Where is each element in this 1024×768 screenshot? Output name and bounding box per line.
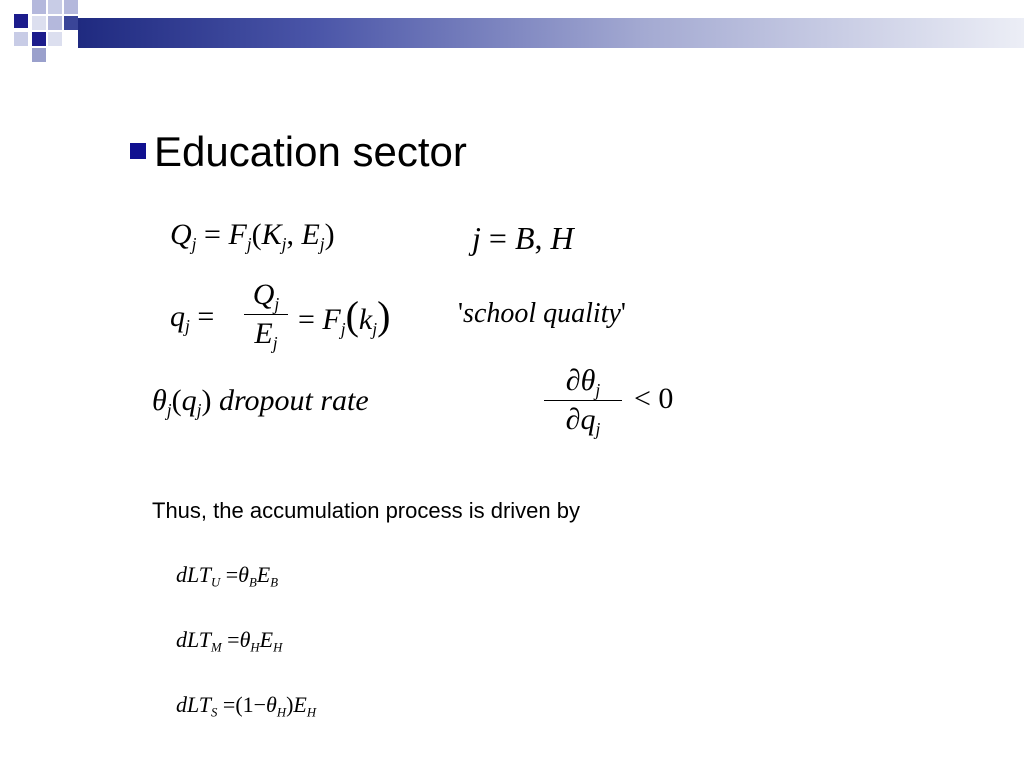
accumulation-intro-text: Thus, the accumulation process is driven by [152,498,580,523]
header-decoration [0,0,1024,64]
deco-square [48,16,62,30]
equation-index-set: j = B, H [472,220,574,256]
dropout-rate-text: dropout rate [218,384,369,417]
equation-dropout-rate: $\theta_j(q_j)$ dropout rate [152,384,369,421]
fraction-Q-over-E: $Q_j$ $E_j$ [244,280,288,349]
deco-square [32,48,46,62]
school-quality-text: school quality [463,298,621,329]
deco-square [48,0,62,14]
deco-square [14,32,28,46]
fraction-dtheta-dq: $\partial\theta_j$ $\partial q_j$ [544,366,622,435]
deco-square [64,16,78,30]
header-gradient-band [78,18,1024,48]
equation-quality-rhs: = $F_j(k_j)$ [298,293,391,340]
slide-title-text: Education sector [154,128,467,175]
equation-quality-lhs: $q_j$ = [170,300,215,337]
equation-production-function: $Q_j = F_j(K_j$, $E_j$) [170,218,335,255]
deco-square [14,14,28,28]
slide-title [130,128,467,176]
school-quality-label: 'school quality' [458,298,626,329]
deco-square [48,32,62,46]
deco-square [64,0,78,14]
equation-dLT-U: $dLT_U =\theta_BE_B$ [176,562,279,590]
equation-dLT-M: $dLT_M =\theta_HE_H$ [176,627,283,655]
bullet-square-icon [130,143,146,159]
deco-square [32,0,46,14]
deco-square [32,32,46,46]
deco-square [32,16,46,30]
less-than-zero: < 0 [634,382,674,415]
equation-dLT-S: $dLT_S =(1-\theta_H)E_H$ [176,692,317,720]
